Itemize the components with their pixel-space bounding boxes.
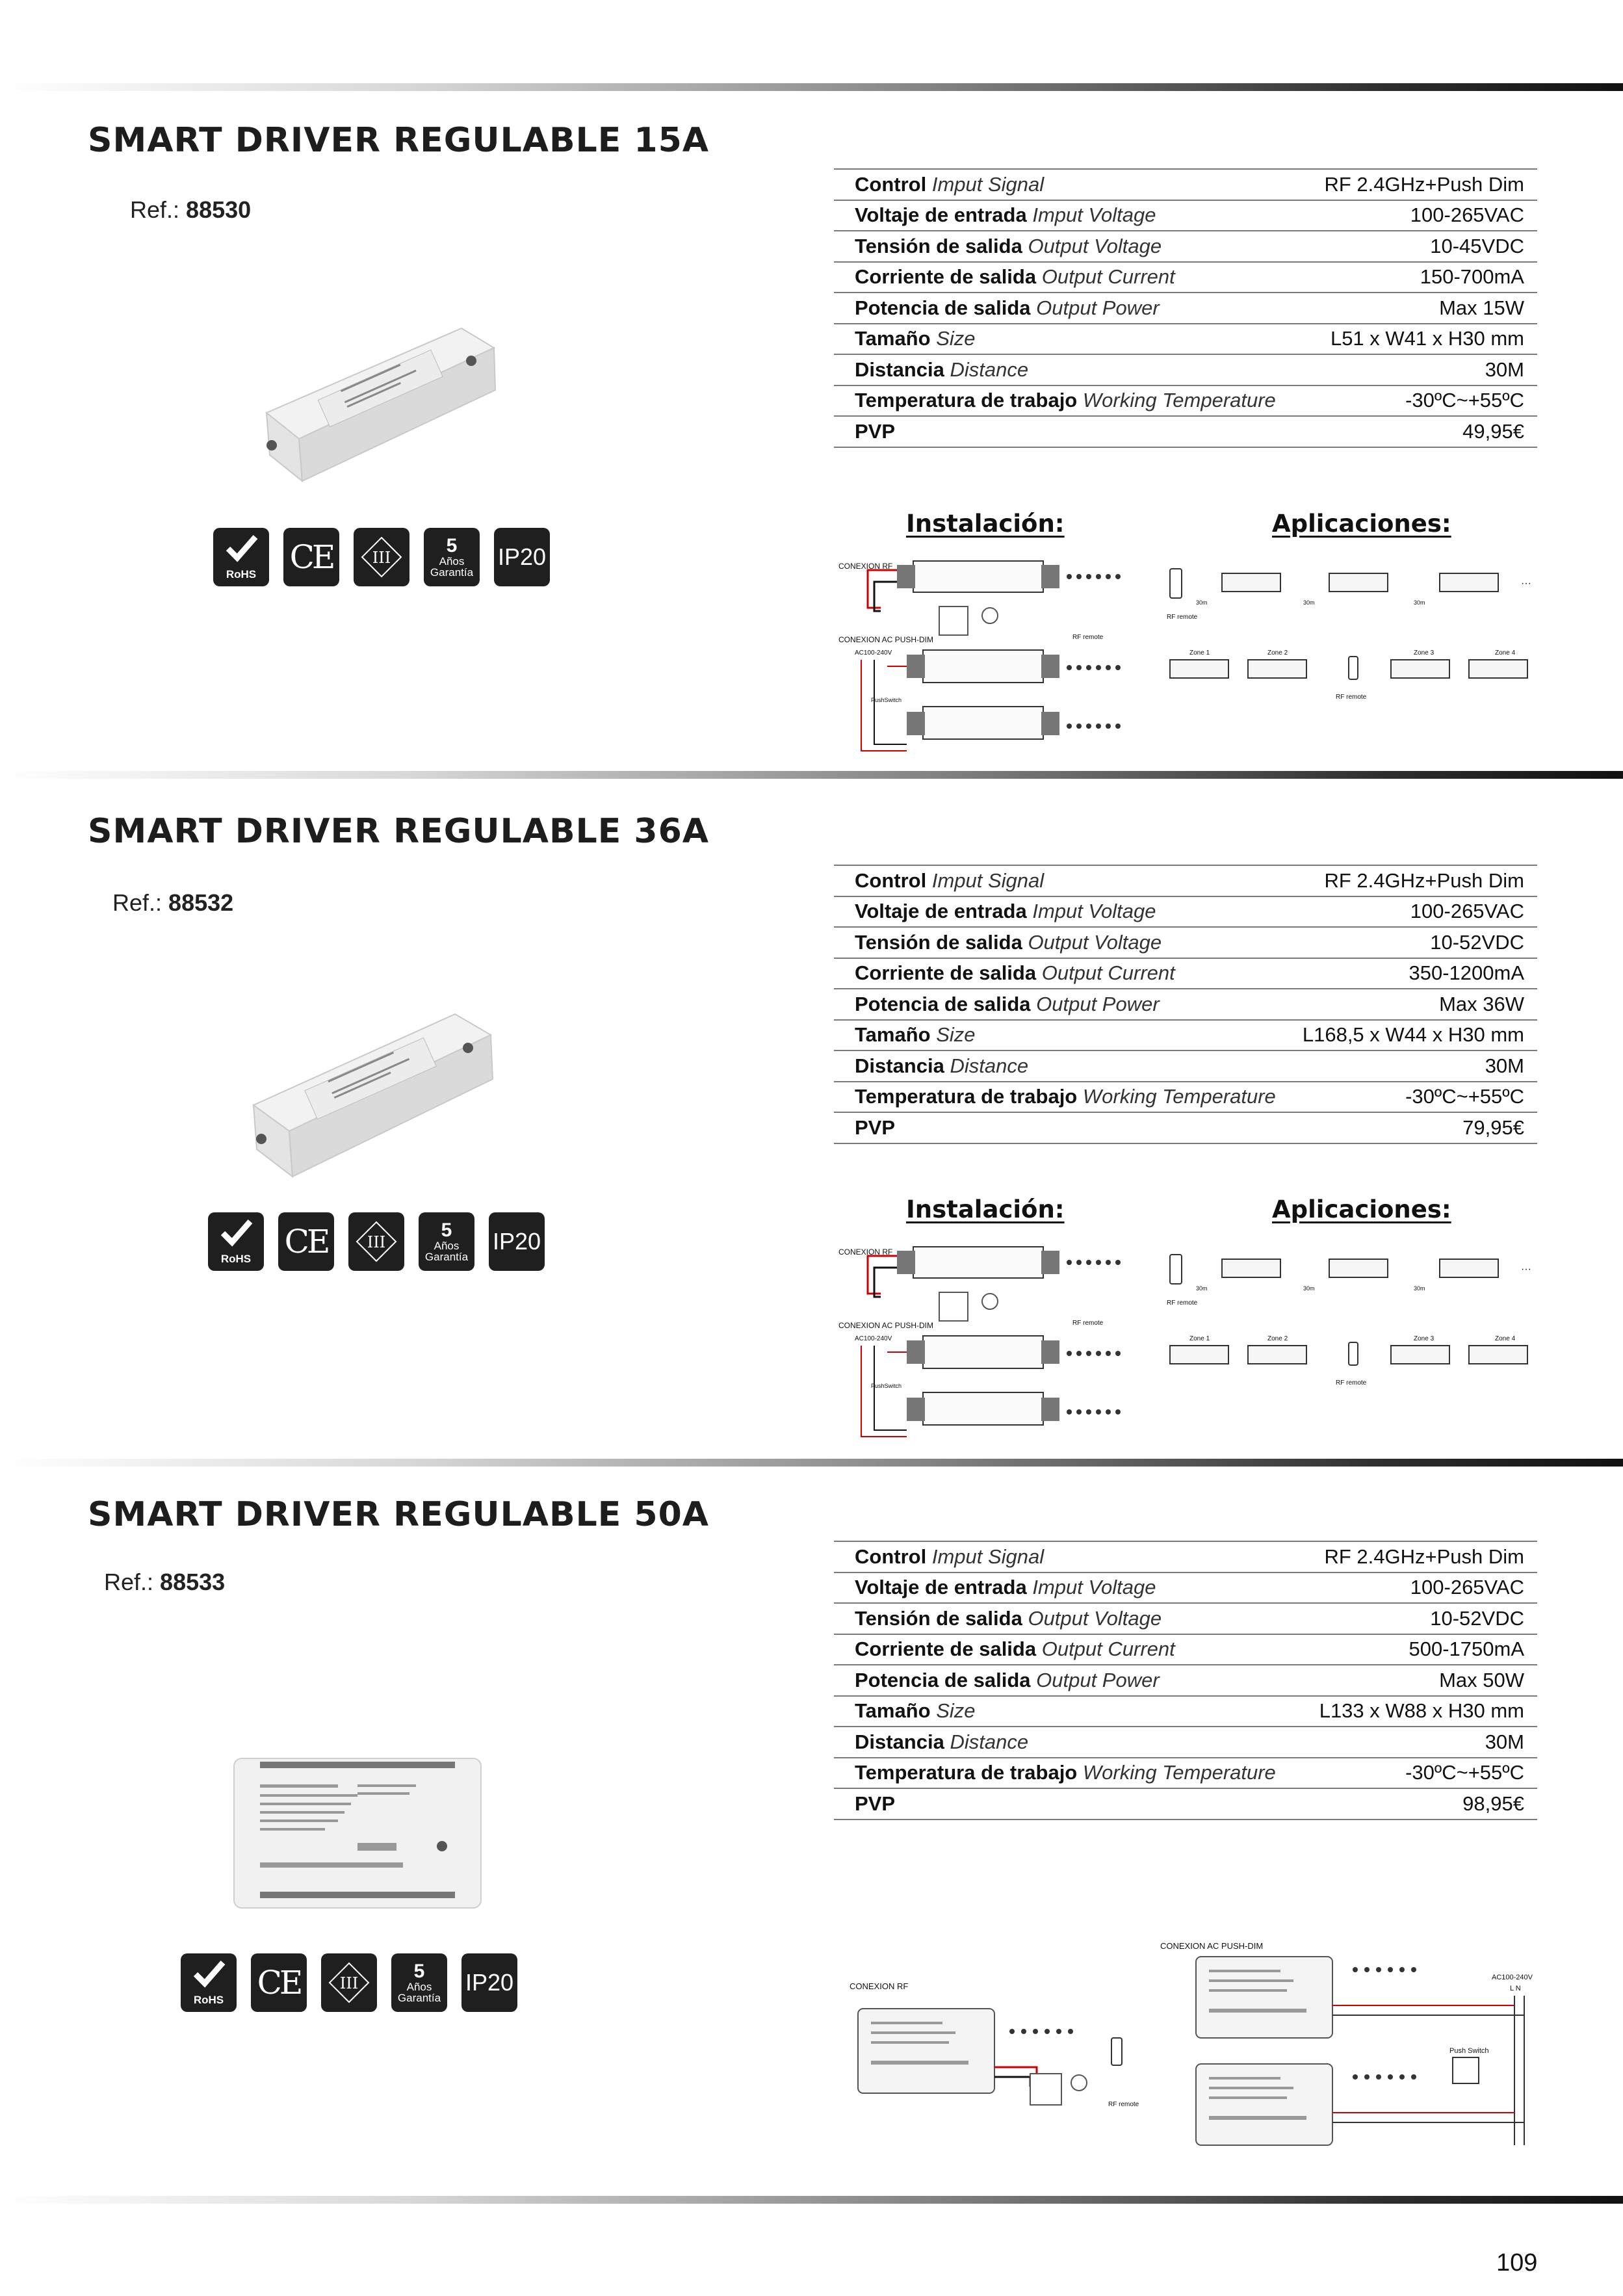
rohs-icon: RoHS: [213, 528, 269, 586]
applications-heading: Aplicaciones:: [1272, 510, 1451, 538]
svg-text:RF remote: RF remote: [1108, 2101, 1139, 2108]
application-diagram: [1163, 559, 1547, 709]
svg-text:Zone 2: Zone 2: [1267, 1335, 1288, 1342]
svg-text:RF remote: RF remote: [1336, 1379, 1367, 1387]
installation-heading: Instalación:: [906, 1195, 1065, 1223]
rohs-icon: RoHS: [181, 1953, 237, 2012]
svg-text:30m: 30m: [1414, 1285, 1425, 1292]
section-divider: [0, 83, 1623, 91]
application-diagram: [1163, 1245, 1547, 1394]
driver-product-image: [227, 1001, 513, 1196]
svg-text:···: ···: [1521, 578, 1531, 589]
svg-text:Zone 3: Zone 3: [1414, 1335, 1435, 1342]
svg-text:AC100-240V: AC100-240V: [1492, 1974, 1533, 1981]
svg-text:RF remote: RF remote: [1167, 614, 1198, 621]
ce-icon: CE: [278, 1212, 334, 1271]
svg-text:CONEXION AC PUSH-DIM: CONEXION AC PUSH-DIM: [1160, 1941, 1264, 1951]
svg-text:CONEXION RF: CONEXION RF: [838, 1247, 893, 1257]
svg-text:L N: L N: [1510, 1985, 1521, 1992]
svg-text:RF remote: RF remote: [1336, 694, 1367, 701]
spec-table: [834, 865, 1537, 1144]
product-title: SMART DRIVER REGULABLE 50A: [88, 1495, 710, 1534]
ip20-icon: IP20: [494, 528, 550, 586]
svg-text:RF remote: RF remote: [1167, 1299, 1198, 1307]
spec-row: Temperatura de trabajo Working Temperature -30ºC~+55ºC: [834, 385, 1537, 417]
svg-text:RF remote: RF remote: [1072, 1320, 1104, 1327]
svg-text:···: ···: [1521, 1264, 1531, 1275]
svg-text:Zone 1: Zone 1: [1189, 649, 1210, 657]
svg-text:Zone 4: Zone 4: [1495, 649, 1516, 657]
svg-text:RF remote: RF remote: [1072, 634, 1104, 641]
svg-text:30m: 30m: [1414, 599, 1425, 606]
page-number: 109: [1496, 2249, 1538, 2276]
product-ref: Ref.: 88533: [104, 1569, 226, 1595]
spec-row: Tensión de salida Output Voltage 10-52VDC: [834, 927, 1537, 958]
spec-row: Tensión de salida Output Voltage 10-52VDC: [834, 1603, 1537, 1634]
spec-row: Potencia de salida Output Power Max 50W: [834, 1665, 1537, 1696]
spec-row: Tamaño Size L133 x W88 x H30 mm: [834, 1696, 1537, 1727]
svg-text:Zone 2: Zone 2: [1267, 649, 1288, 657]
spec-row: Distancia Distance 30M: [834, 1050, 1537, 1082]
product-ref: Ref.: 88530: [130, 196, 252, 223]
spec-row: Voltaje de entrada Imput Voltage 100-265VAC: [834, 1572, 1537, 1604]
svg-text:PushSwitch: PushSwitch: [871, 1383, 902, 1389]
warranty-icon: 5 Años Garantía: [391, 1953, 447, 2012]
rohs-icon: RoHS: [208, 1212, 264, 1271]
spec-table: [834, 168, 1537, 448]
svg-text:30m: 30m: [1196, 1285, 1208, 1292]
spec-row: Temperatura de trabajo Working Temperature -30ºC~+55ºC: [834, 1082, 1537, 1113]
spec-row: Temperatura de trabajo Working Temperature -30ºC~+55ºC: [834, 1758, 1537, 1789]
svg-text:PushSwitch: PushSwitch: [871, 697, 902, 703]
warranty-icon: 5 Años Garantía: [424, 528, 480, 586]
svg-text:III: III: [372, 549, 391, 567]
svg-text:AC100-240V: AC100-240V: [855, 649, 892, 657]
driver-product-image: [227, 1752, 487, 1914]
svg-text:Push Switch: Push Switch: [1449, 2047, 1489, 2055]
spec-row: Tamaño Size L168,5 x W44 x H30 mm: [834, 1020, 1537, 1051]
svg-text:AC100-240V: AC100-240V: [855, 1335, 892, 1342]
class-iii-icon: [354, 528, 409, 586]
spec-table: [834, 1541, 1537, 1820]
spec-row: Distancia Distance 30M: [834, 354, 1537, 385]
spec-row: Control Imput Signal RF 2.4GHz+Push Dim: [834, 1541, 1537, 1572]
class-iii-icon: [348, 1212, 404, 1271]
svg-text:30m: 30m: [1303, 599, 1315, 606]
wiring-diagram: [842, 1937, 1557, 2158]
spec-row: Tamaño Size L51 x W41 x H30 mm: [834, 324, 1537, 355]
spec-row: PVP 79,95€: [834, 1112, 1537, 1143]
product-title: SMART DRIVER REGULABLE 15A: [88, 121, 710, 160]
installation-diagram: [835, 556, 1141, 764]
section-divider: [0, 771, 1623, 779]
certification-badges: [208, 1212, 545, 1271]
driver-product-image: [240, 315, 513, 497]
spec-row: Voltaje de entrada Imput Voltage 100-265VAC: [834, 896, 1537, 928]
spec-row: Corriente de salida Output Current 150-700mA: [834, 262, 1537, 293]
installation-diagram: [835, 1242, 1141, 1450]
svg-text:Zone 4: Zone 4: [1495, 1335, 1516, 1342]
product-ref: Ref.: 88532: [112, 889, 234, 916]
spec-row: Control Imput Signal RF 2.4GHz+Push Dim: [834, 865, 1537, 896]
section-divider: [0, 1459, 1623, 1467]
svg-text:CONEXION RF: CONEXION RF: [850, 1981, 909, 1991]
spec-row: Control Imput Signal RF 2.4GHz+Push Dim: [834, 169, 1537, 200]
spec-row: Distancia Distance 30M: [834, 1727, 1537, 1758]
svg-text:30m: 30m: [1196, 599, 1208, 606]
class-iii-icon: [321, 1953, 377, 2012]
svg-text:III: III: [339, 1974, 359, 1992]
ip20-icon: IP20: [489, 1212, 545, 1271]
spec-row: PVP 98,95€: [834, 1788, 1537, 1820]
svg-text:CONEXION AC PUSH-DIM: CONEXION AC PUSH-DIM: [838, 1321, 934, 1330]
applications-heading: Aplicaciones:: [1272, 1195, 1451, 1223]
spec-row: PVP 49,95€: [834, 416, 1537, 447]
svg-text:III: III: [367, 1233, 386, 1251]
product-title: SMART DRIVER REGULABLE 36A: [88, 812, 710, 851]
svg-text:30m: 30m: [1303, 1285, 1315, 1292]
spec-row: Voltaje de entrada Imput Voltage 100-265VAC: [834, 200, 1537, 231]
spec-row: Tensión de salida Output Voltage 10-45VDC: [834, 231, 1537, 262]
ce-icon: CE: [251, 1953, 307, 2012]
ce-icon: CE: [283, 528, 339, 586]
installation-heading: Instalación:: [906, 510, 1065, 538]
spec-row: Corriente de salida Output Current 500-1750mA: [834, 1634, 1537, 1665]
certification-badges: [213, 528, 550, 586]
warranty-icon: 5 Años Garantía: [419, 1212, 474, 1271]
spec-row: Corriente de salida Output Current 350-1200mA: [834, 958, 1537, 989]
spec-row: Potencia de salida Output Power Max 15W: [834, 293, 1537, 324]
section-divider: [0, 2196, 1623, 2204]
svg-text:CONEXION AC PUSH-DIM: CONEXION AC PUSH-DIM: [838, 635, 934, 644]
certification-badges: [181, 1953, 517, 2012]
svg-text:Zone 3: Zone 3: [1414, 649, 1435, 657]
ip20-icon: IP20: [461, 1953, 517, 2012]
spec-row: Potencia de salida Output Power Max 36W: [834, 989, 1537, 1020]
svg-text:CONEXION RF: CONEXION RF: [838, 562, 893, 571]
svg-text:Zone 1: Zone 1: [1189, 1335, 1210, 1342]
